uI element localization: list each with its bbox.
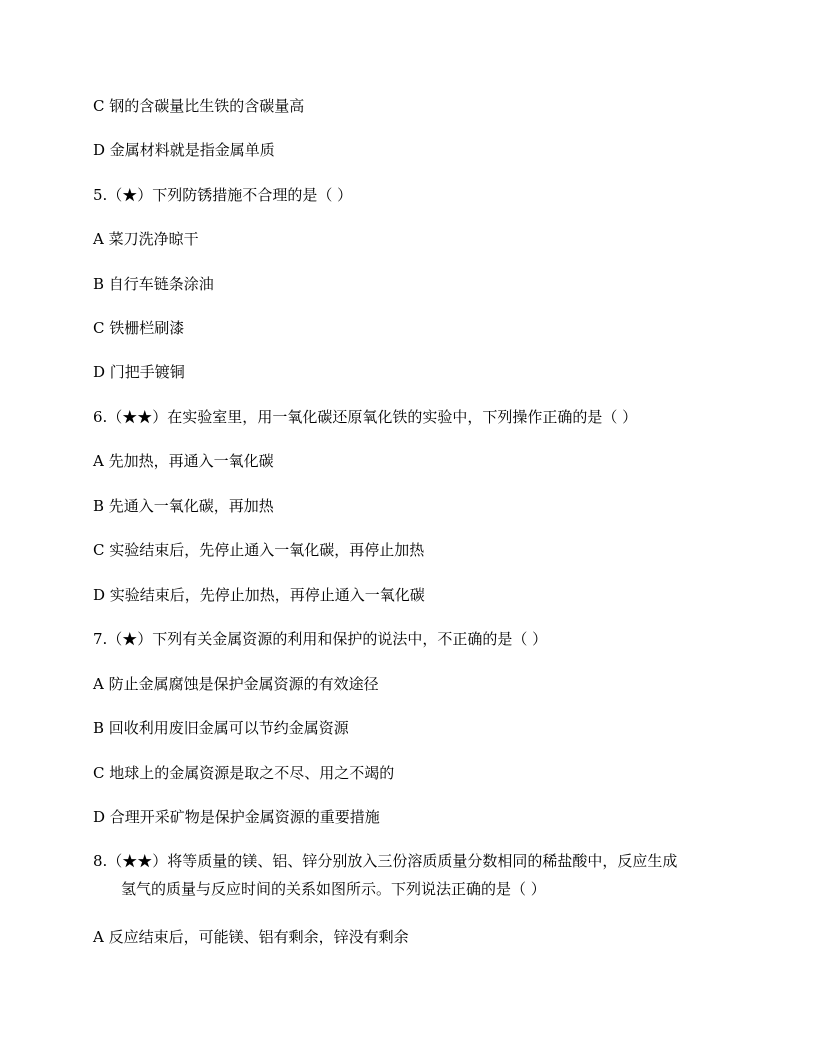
option-b-q7: B 回收利用废旧金属可以节约金属资源 <box>93 719 349 737</box>
option-d-q7: D 合理开采矿物是保护金属资源的重要措施 <box>93 808 380 826</box>
option-c-q5: C 铁栅栏刷漆 <box>93 319 185 337</box>
question-6: 6.（★★）在实验室里，用一氧化碳还原氧化铁的实验中，下列操作正确的是（ ） <box>93 408 638 426</box>
option-a-q8: A 反应结束后，可能镁、铝有剩余，锌没有剩余 <box>93 928 409 946</box>
option-d-q4: D 金属材料就是指金属单质 <box>93 141 275 159</box>
option-c-q4: C 钢的含碳量比生铁的含碳量高 <box>93 97 305 115</box>
option-b-q5: B 自行车链条涂油 <box>93 275 214 293</box>
option-c-q7: C 地球上的金属资源是取之不尽、用之不竭的 <box>93 764 395 782</box>
question-8-line-1: 8.（★★）将等质量的镁、铝、锌分别放入三份溶质质量分数相同的稀盐酸中，反应生成 <box>93 852 678 870</box>
option-b-q6: B 先通入一氧化碳，再加热 <box>93 497 274 515</box>
question-8 <box>93 847 733 903</box>
question-5: 5.（★）下列防锈措施不合理的是（ ） <box>93 186 353 204</box>
option-a-q5: A 菜刀洗净晾干 <box>93 230 199 248</box>
question-7: 7.（★）下列有关金属资源的利用和保护的说法中，不正确的是（ ） <box>93 630 548 648</box>
option-d-q6: D 实验结束后，先停止加热，再停止通入一氧化碳 <box>93 586 425 604</box>
option-a-q6: A 先加热，再通入一氧化碳 <box>93 452 274 470</box>
option-d-q5: D 门把手镀铜 <box>93 363 185 381</box>
question-8-line-2: 氢气的质量与反应时间的关系如图所示。下列说法正确的是（ ） <box>121 880 546 898</box>
option-a-q7: A 防止金属腐蚀是保护金属资源的有效途径 <box>93 675 379 693</box>
option-c-q6: C 实验结束后，先停止通入一氧化碳，再停止加热 <box>93 541 425 559</box>
